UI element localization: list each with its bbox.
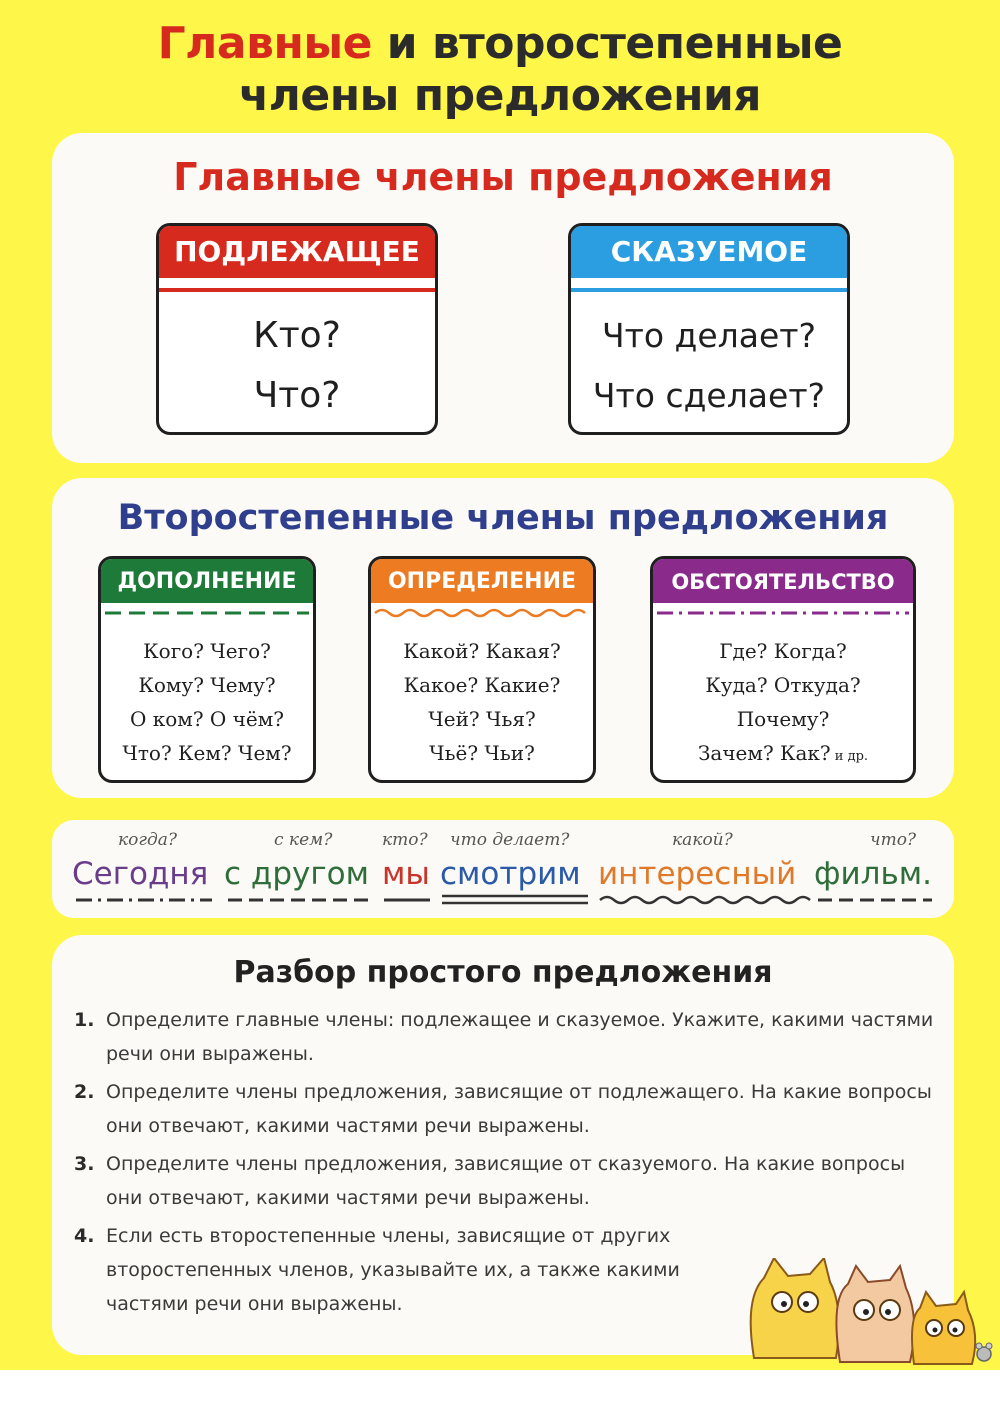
subject-label: ПОДЛЕЖАЩЕЕ: [159, 226, 435, 278]
word-6: фильм.: [814, 856, 932, 892]
subject-q2: Что?: [253, 375, 341, 416]
underline-attribute: [600, 897, 810, 903]
parsing-heading: Разбор простого предложения: [233, 955, 773, 990]
question-4: что делает?: [450, 830, 570, 850]
cat-right-icon: [912, 1292, 975, 1364]
step-number: 1.: [74, 1009, 95, 1031]
question-5: какой?: [672, 830, 733, 850]
sentence-underlines: [52, 820, 954, 918]
predicate-double-underline: [571, 278, 847, 292]
attribute-label: ОПРЕДЕЛЕНИЕ: [371, 559, 593, 603]
object-line-2: Кому? Чему?: [138, 673, 276, 697]
word-3: мы: [382, 856, 430, 892]
adverbial-questions: [653, 622, 913, 774]
example-sentence: [52, 820, 954, 918]
word-2: с другом: [224, 856, 369, 892]
title-part-black: и второстепенные: [371, 18, 843, 69]
object-line-4: Что? Кем? Чем?: [122, 741, 292, 765]
adverbial-dash-dot-line: [653, 608, 913, 618]
attribute-wavy-line: [371, 608, 593, 618]
step-2: [74, 1075, 934, 1143]
question-3: кто?: [382, 830, 428, 850]
predicate-card: [568, 223, 850, 435]
object-card: [98, 556, 316, 783]
step-number: 3.: [74, 1153, 95, 1175]
object-dashed-line: [101, 608, 313, 618]
cat-middle-icon: [836, 1266, 914, 1362]
subject-underline: [159, 278, 435, 292]
word-5: интересный: [598, 856, 797, 892]
secondary-members-heading: Второстепенные члены предложения: [117, 498, 889, 538]
step-text: Определите члены предложения, зависящие от сказуемого. На какие вопросы они отвечают, какими частями речи выражены.: [106, 1153, 906, 1209]
predicate-questions: [571, 292, 847, 426]
title-part-red: Главные: [157, 18, 372, 69]
predicate-label: СКАЗУЕМОЕ: [571, 226, 847, 278]
subject-q1: Кто?: [253, 315, 341, 356]
word-4: смотрим: [440, 856, 581, 892]
attribute-card: [368, 556, 596, 783]
example-sentence-panel: [52, 820, 954, 918]
adverbial-line-4-main: Зачем? Как?: [697, 741, 831, 765]
step-text: Определите главные члены: подлежащее и сказуемое. Укажите, какими частями речи они выражены.: [106, 1009, 934, 1065]
object-label: ДОПОЛНЕНИЕ: [101, 559, 313, 603]
cat-left-icon: [751, 1258, 839, 1358]
adverbial-label: ОБСТОЯТЕЛЬСТВО: [653, 559, 913, 603]
step-number: 4.: [74, 1225, 95, 1247]
attribute-line-1: Какой? Какая?: [403, 639, 561, 663]
attribute-line-4: Чьё? Чьи?: [429, 741, 535, 765]
adverbial-line-3: Почему?: [736, 707, 830, 731]
adverbial-line-4: [653, 736, 913, 774]
attribute-line-2: Какое? Какие?: [403, 673, 561, 697]
object-line-3: О ком? О чём?: [129, 707, 285, 731]
step-1: [74, 1003, 934, 1071]
subject-card: [156, 223, 438, 435]
poster-title: [0, 18, 1000, 122]
attribute-questions: [371, 622, 593, 770]
step-number: 2.: [74, 1081, 95, 1103]
subject-questions: [159, 292, 435, 426]
mouse-icon: [976, 1343, 992, 1361]
adverbial-note: и др.: [830, 749, 869, 764]
object-questions: [101, 622, 313, 770]
question-1: когда?: [118, 830, 178, 850]
word-1: Сегодня: [72, 856, 209, 892]
adverbial-line-1: Где? Когда?: [719, 639, 847, 663]
predicate-q2: Что сделает?: [592, 376, 826, 415]
adverbial-card: [650, 556, 916, 783]
cats-illustration: [744, 1258, 994, 1368]
question-6: что?: [870, 830, 917, 850]
main-members-heading: Главные члены предложения: [173, 155, 833, 199]
question-2: с кем?: [274, 830, 333, 850]
adverbial-line-2: Куда? Откуда?: [705, 673, 861, 697]
secondary-members-panel: [52, 478, 954, 798]
step-3: [74, 1147, 934, 1215]
title-line2: члены предложения: [238, 70, 762, 121]
object-line-1: Кого? Чего?: [143, 639, 271, 663]
predicate-q1: Что делает?: [601, 316, 816, 355]
step-text: Определите члены предложения, зависящие от подлежащего. На какие вопросы они отвечают, какими частями речи выражены.: [106, 1081, 932, 1137]
main-members-panel: [52, 133, 954, 463]
step-text: Если есть второстепенные члены, зависящие от других второстепенных членов, указывайте их, а также какими частями речи они выражены.: [106, 1225, 680, 1315]
attribute-line-3: Чей? Чья?: [428, 707, 536, 731]
